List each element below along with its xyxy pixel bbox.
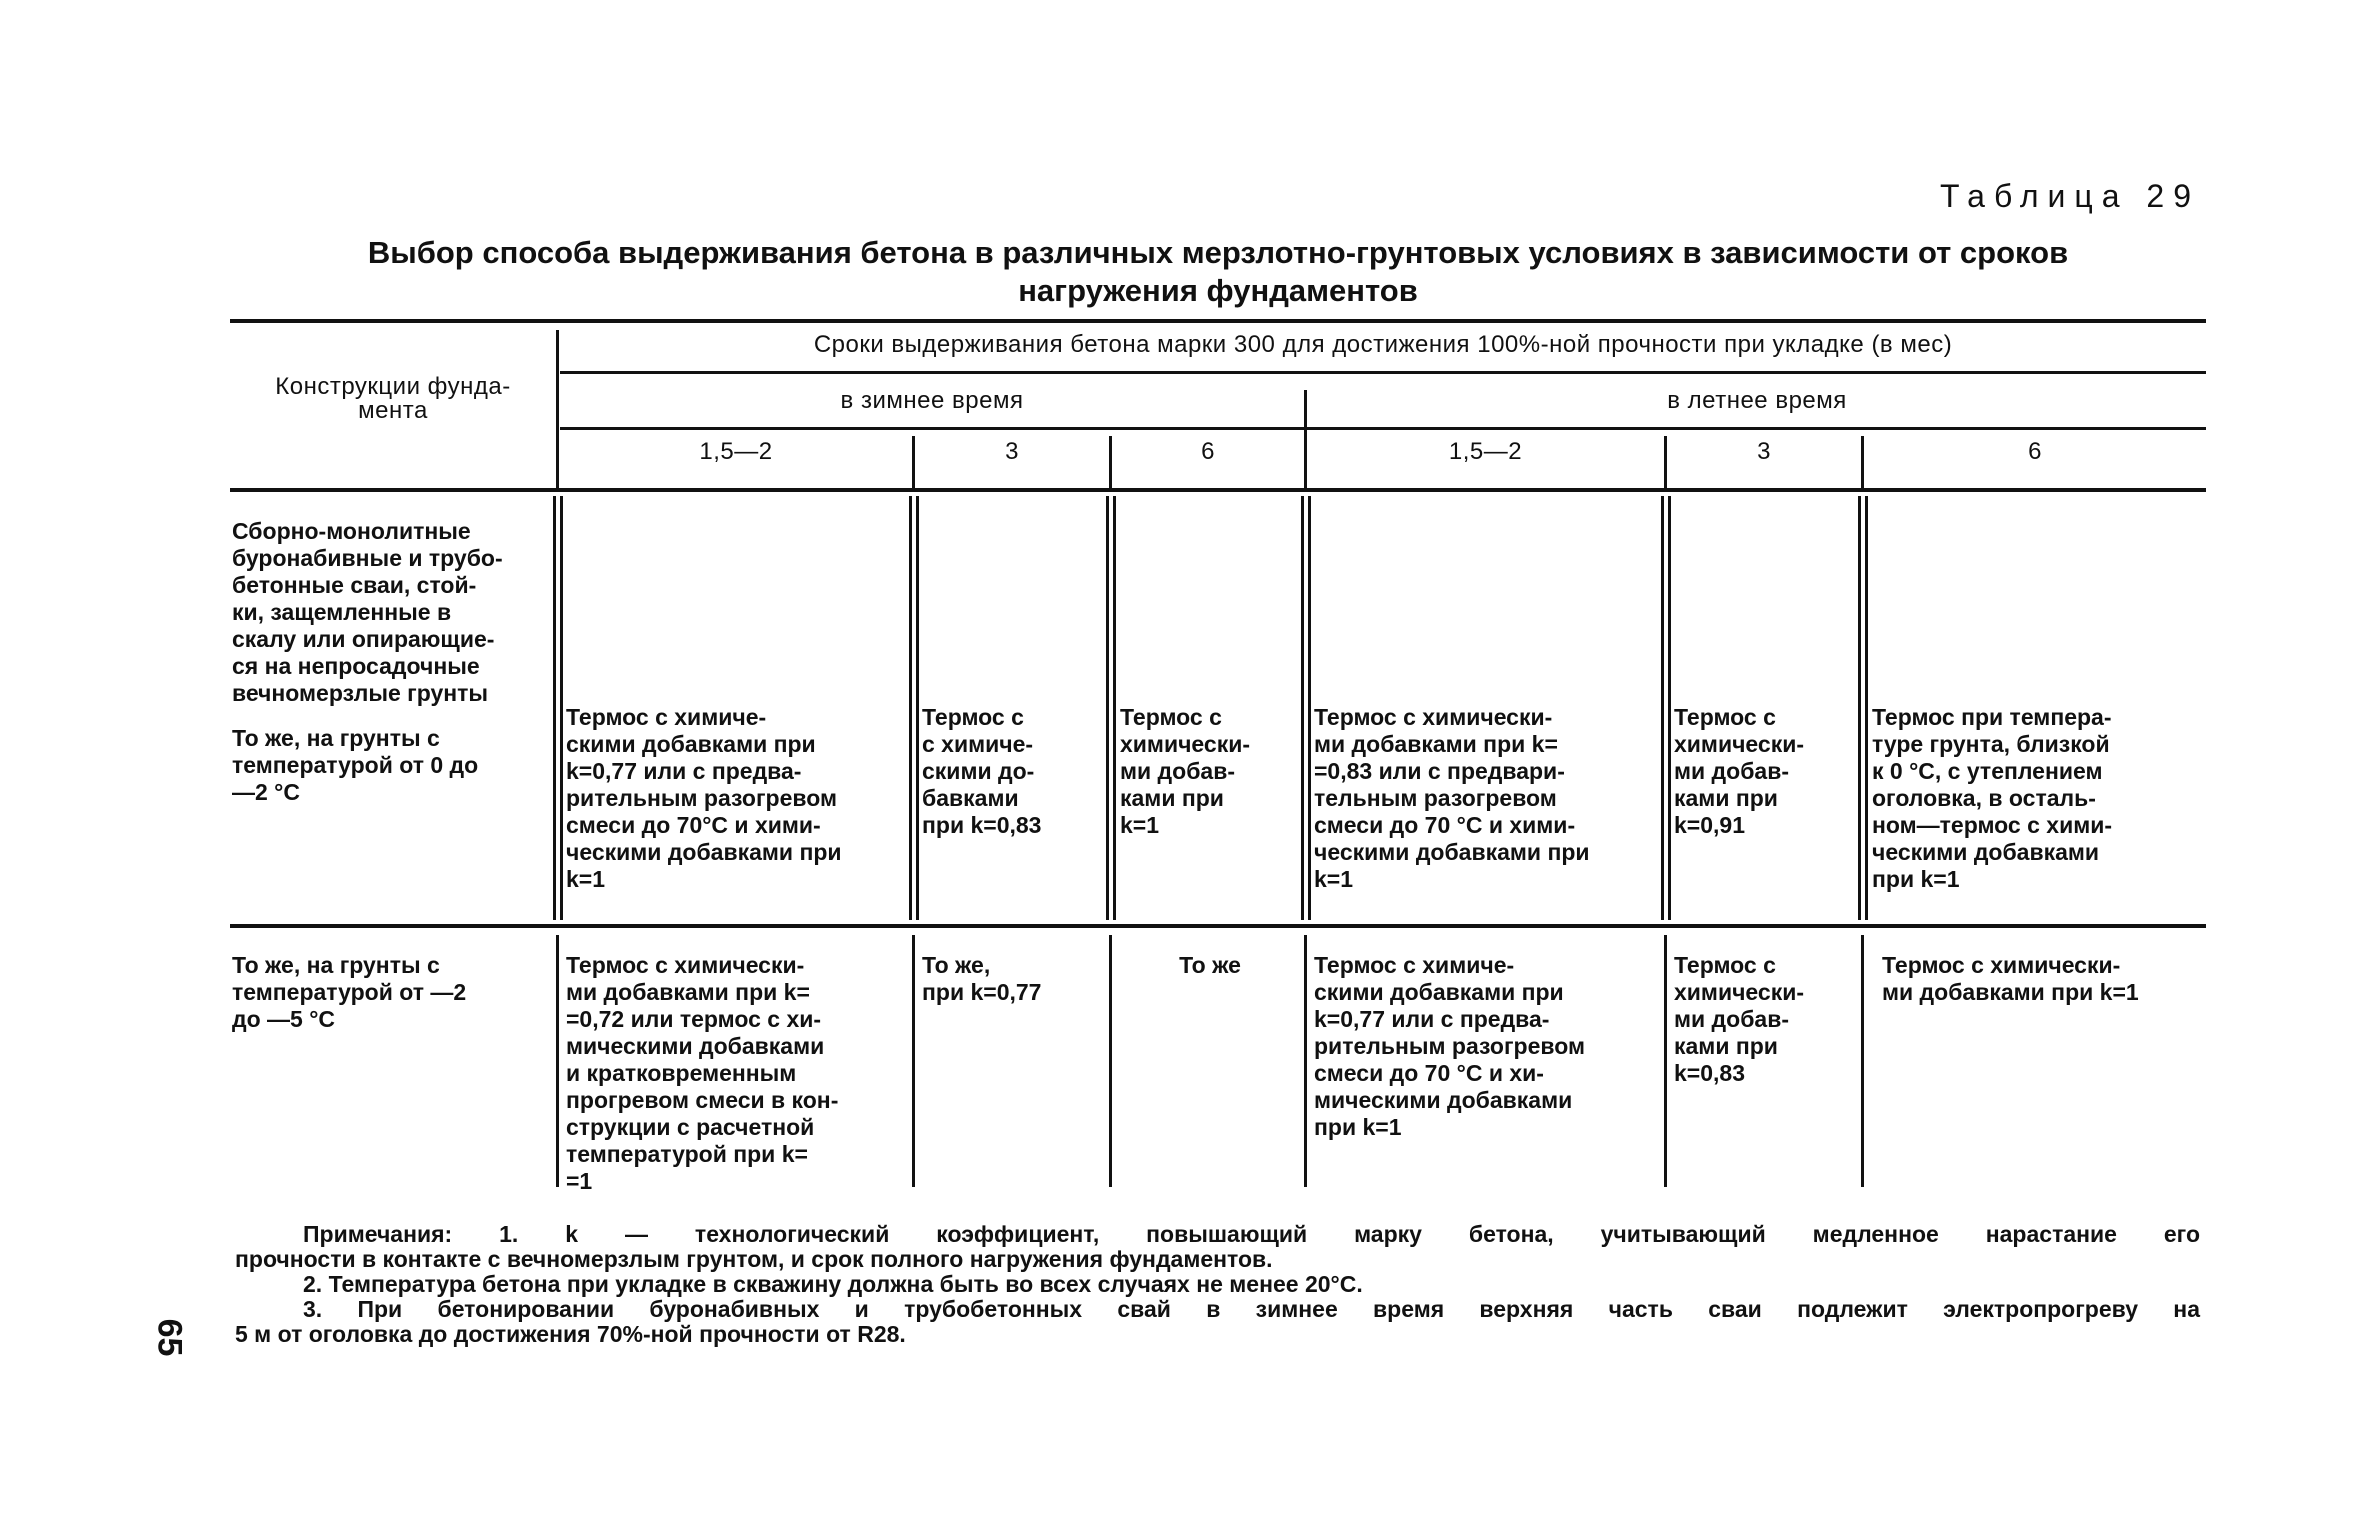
row2-cell: Термос с химически- ми добавками при k= =0,72 или термос с хи- мическими добавками и кратковременным прогревом смеси в кон- струкции с расчетной температурой при k= =1: [566, 952, 839, 1194]
header-period: 6: [1201, 438, 1215, 465]
header-bottom-rule: [230, 488, 2206, 492]
header-terms: Сроки выдерживания бетона марки 300 для достижения 100%-ной прочности при укладке (в мес): [813, 331, 1953, 358]
brace-divider: [909, 496, 919, 920]
column-divider: [912, 935, 915, 1187]
row2-cell: Термос с химически- ми добав- ками при k=0,83: [1674, 952, 1805, 1086]
column-divider: [1664, 935, 1667, 1187]
note-line: 3. При бетонировании буронабивных и трубобетонных свай в зимнее время верхняя часть сваи подлежит электропрогреву на: [303, 1296, 2200, 1322]
row1-cell: Термос с химически- ми добав- ками при k=1: [1120, 704, 1251, 838]
column-divider: [1304, 935, 1307, 1187]
header-period: 3: [1005, 438, 1019, 465]
top-rule: [230, 319, 2206, 323]
header-period: 1,5—2: [1448, 438, 1523, 465]
column-divider: [1861, 935, 1864, 1187]
row1-construction-alt: То же, на грунты с температурой от 0 до —2 °С: [232, 725, 479, 805]
note-line: 2. Температура бетона при укладке в скважину должна быть во всех случаях не менее 20°С.: [303, 1271, 1363, 1297]
brace-divider: [1858, 496, 1868, 920]
note-line: 5 м от оголовка до достижения 70%-ной прочности от R28.: [235, 1321, 906, 1347]
header-period: 3: [1757, 438, 1771, 465]
header-period: 6: [2028, 438, 2042, 465]
header-summer: в летнее время: [1667, 387, 1847, 414]
row2-cell: Термос с химически- ми добавками при k=1: [1882, 952, 2139, 1005]
row2-cell: Термос с химиче- скими добавками при k=0,77 или с предва- рительным разогревом смеси до 70 °С и хи- мическими добавками при k=1: [1314, 952, 1585, 1140]
header-winter: в зимнее время: [840, 387, 1024, 414]
row2-cell: То же: [1179, 952, 1241, 978]
title-line-2: нагружения фундаментов: [1018, 273, 1418, 308]
brace-divider: [553, 496, 563, 920]
table-number: Таблица 29: [1940, 178, 2200, 214]
row2-construction: То же, на грунты с температурой от —2 до —5 °С: [232, 952, 467, 1032]
header-divider: [556, 330, 559, 488]
table-title: [230, 234, 2206, 310]
brace-divider: [1301, 496, 1311, 920]
page-number: 65: [150, 1318, 189, 1357]
row-separator: [230, 924, 2206, 928]
row1-cell: Термос при темпера- туре грунта, близкой к 0 °С, с утеплением оголовка, в осталь- ном—термос с хими- ческими добавками при k=1: [1872, 704, 2113, 892]
title-line-1: Выбор способа выдерживания бетона в различных мерзлотно-грунтовых условиях в зависимости от сроков: [367, 235, 2069, 270]
header-period: 1,5—2: [699, 438, 773, 465]
note-line: прочности в контакте с вечномерзлым грунтом, и срок полного нагружения фундаментов.: [235, 1246, 1273, 1272]
brace-divider: [1106, 496, 1116, 920]
brace-divider: [1661, 496, 1671, 920]
row1-cell: Термос с химически- ми добав- ками при k=0,91: [1674, 704, 1805, 838]
header-rule-2: [560, 427, 2206, 430]
row1-construction: Сборно-монолитные буронабивные и трубо- бетонные сваи, стой- ки, защемленные в скалу или опирающие- ся на непросадочные вечномерзлые грунты: [232, 518, 503, 706]
header-construction: Конструкции фунда- мента: [275, 373, 511, 424]
note-line: Примечания: 1. k — технологический коэффициент, повышающий марку бетона, учитывающий медленное нарастание его: [303, 1221, 2200, 1247]
row2-cell: То же, при k=0,77: [922, 952, 1042, 1005]
column-divider: [1109, 935, 1112, 1187]
row1-cell: Термос с химически- ми добавками при k= =0,83 или с предвари- тельным разогревом смеси до 70 °С и хими- ческими добавками при k=1: [1314, 704, 1590, 892]
row1-cell: Термос с с химиче- скими до- бавками при k=0,83: [922, 704, 1042, 838]
header-rule-1: [560, 371, 2206, 374]
column-divider: [556, 935, 559, 1187]
row1-cell: Термос с химиче- скими добавками при k=0,77 или с предва- рительным разогревом смеси до 70°С и хими- ческими добавками при k=1: [566, 704, 842, 892]
